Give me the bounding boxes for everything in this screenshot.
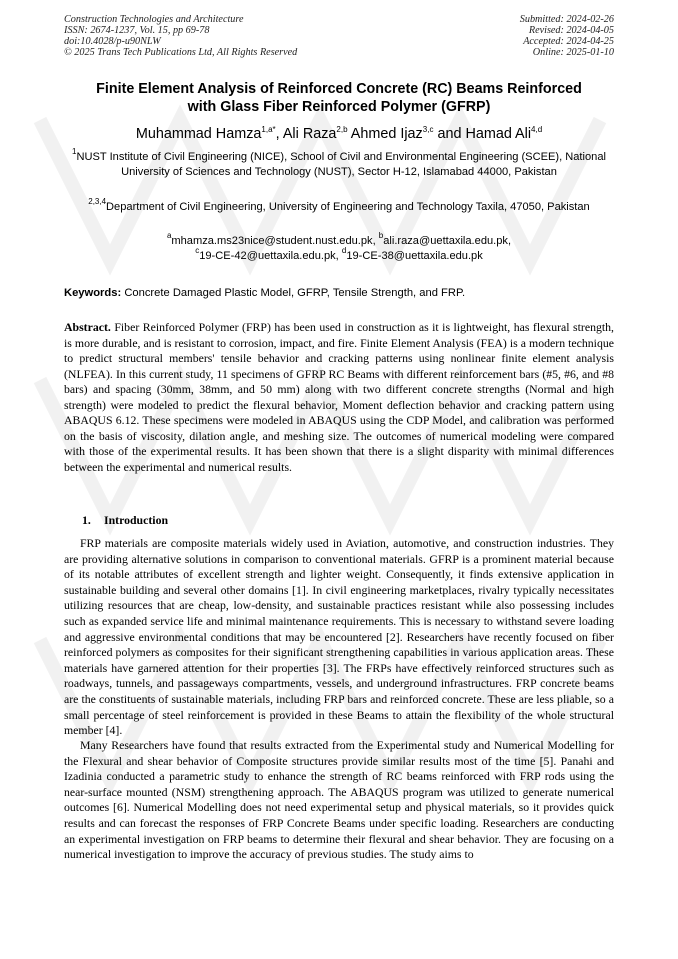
title-line-1: Finite Element Analysis of Reinforced Concrete (RC) Beams Reinforced [96,81,582,97]
author-3-sup: 3,c [422,125,434,134]
affiliation-2-sup: 2,3,4 [88,197,107,206]
issn-line: ISSN: 2674-1237, Vol. 15, pp 69-78 [64,25,210,36]
email-c[interactable]: 19-CE-42@uettaxila.edu.pk, [199,250,339,262]
email-c-sup: c [195,246,200,255]
section-number: 1. [82,513,91,527]
affiliation-2-text: Department of Civil Engineering, University of Engineering and Technology Taxila, 47050, Pakistan [106,201,590,213]
journal-info [64,14,297,58]
email-b-sup: b [378,231,384,240]
author-4-sup: 4,d [531,125,543,134]
abstract-label: Abstract. [64,320,111,334]
email-a-sup: a [166,231,172,240]
affiliation-2 [64,197,614,215]
author-2: Ali Raza [282,126,337,142]
paper-title [40,80,638,116]
author-emails [64,231,614,264]
affiliation-1-sup: 1 [72,147,77,156]
copyright-line: © 2025 Trans Tech Publications Ltd, All Rights Reserved [64,47,298,58]
affiliation-1 [64,147,614,180]
abstract [64,320,614,475]
author-list: Muhammad Hamza$^{1,a*}$, Ali Raza$^{2,b}$ Ahmed Ijaz$^{3,c}$ and Hamad Ali$^{4,d}$ [135,125,543,142]
submission-dates [520,14,614,58]
email-b[interactable]: ali.raza@uettaxila.edu.pk, [383,235,512,247]
author-3: Ahmed Ijaz [350,126,423,142]
abstract-text: Fiber Reinforced Polymer (FRP) has been used in construction as it is lightweight, has flexural strength, is more durable, and is resistant to corrosion, impact, and fire. Finite Element Analysis (FEA) is a modern technique to predict structural members' tensile behavior and cracking patterns using nonlinear finite element analysis (NLFEA). In this current study, 11 specimens of GFRP RC Beams with different reinforcement bars (#5, #6, and #8 bars) and spacing (30mm, 38mm, and 50 mm) along with two different concrete strengths (Normal and high strength) were modeled to predict the flexural behavior, Moment deflection behavior and cracking pattern using ABAQUS 6.12. These specimens were modeled in ABAQUS using the CDP Model, and calibration was performed on the basis of viscosity, dilation angle, and meshing size. The outcomes of numerical modeling were compared with those of the experimental results. It has been shown that there is a slight disparity with minimal differences between the experimental and numerical results. [64,320,615,474]
journal-name: Construction Technologies and Architecture [64,14,244,25]
author-1: Muhammad Hamza [135,126,262,142]
revised-date: Revised: 2024-04-05 [528,25,614,36]
keywords [64,286,624,300]
affiliation-1-text: NUST Institute of Civil Engineering (NICE), School of Civil and Environmental Engineering (SCEE), National University of Sciences and Technology (NUST), Sector H-12, Islamabad 44000, Pakistan [76,151,606,178]
intro-paragraph-1: FRP materials are composite materials widely used in Aviation, automotive, and construction industries. They are providing alternative solutions in comparison to conventional materials. GFRP is a prominent material because of its notable attributes of excellent strength and lighter weight. Consequently, it finds extensive application in sustainable building and several other domains [1]. In civil engineering marketplaces, rivalry typically necessitates utilizing resources that are cheap, low-density, and sustainable practices resistant while also possessing includes such as expanded service life and minimal maintenance requirements. This is necessary to withstand severe loading and aggressive environmental conditions that may be encountered [2]. Researchers have recently focused on fiber reinforced polymers as composites for their significant strengthening capabilities in various application areas. These materials have garnered attention for their properties [3]. The FRPs have effectively reinforced structures such as roadways, tunnels, and passageways compartments, vessels, and underground infrastructures. FRP concrete beams are the constituents of sustainable materials, including FRP bars and reinforced concrete. These are less pliable, so a small percentage of steel reinforcement is provided in these Beams to attain the flexibility of the whole structural member [4]. [64,536,614,738]
email-d[interactable]: 19-CE-38@uettaxila.edu.pk [346,250,483,262]
doi-line: doi:10.4028/p-u90NLW [64,36,161,47]
keywords-text: Concrete Damaged Plastic Model, GFRP, Tensile Strength, and FRP. [124,287,466,299]
title-line-2: with Glass Fiber Reinforced Polymer (GFRP) [187,99,491,115]
online-date: Online: 2025-01-10 [532,47,614,58]
email-a[interactable]: mhamza.ms23nice@student.nust.edu.pk, [171,235,376,247]
accepted-date: Accepted: 2024-04-25 [523,36,614,47]
section-title: Introduction [104,513,169,527]
keywords-label: Keywords: [64,287,122,299]
author-1-sup: 1,a* [261,125,276,134]
intro-paragraph-2: Many Researchers have found that results extracted from the Experimental study and Numerical Modelling for the Flexural and shear behavior of Composite structures provide similar results most of the time [5]. Panahi and Izadinia conducted a parametric study to enhance the strength of RC beams reinforced with FRP rods using the near-surface mounted (NSM) strengthening approach. The ABAQUS program was utilized to generate numerical outcomes [6]. Numerical Modelling does not need experimental setup and physical materials, so it provides quick results and can forecast the responses of FRP Concrete Beams under specific loading. Researchers are conducting an experimental investigation on FRP beams to determine their flexural and shear behavior. They are focusing on a numerical investigation to improve the accuracy of previous studies. The study aims to [64,738,614,862]
email-d-sup: d [341,246,347,255]
submitted-date: Submitted: 2024-02-26 [519,14,614,25]
section-heading [82,513,168,528]
author-and: and [437,126,462,142]
author-4: Hamad Ali [465,126,532,142]
author-2-sup: 2,b [336,125,348,134]
